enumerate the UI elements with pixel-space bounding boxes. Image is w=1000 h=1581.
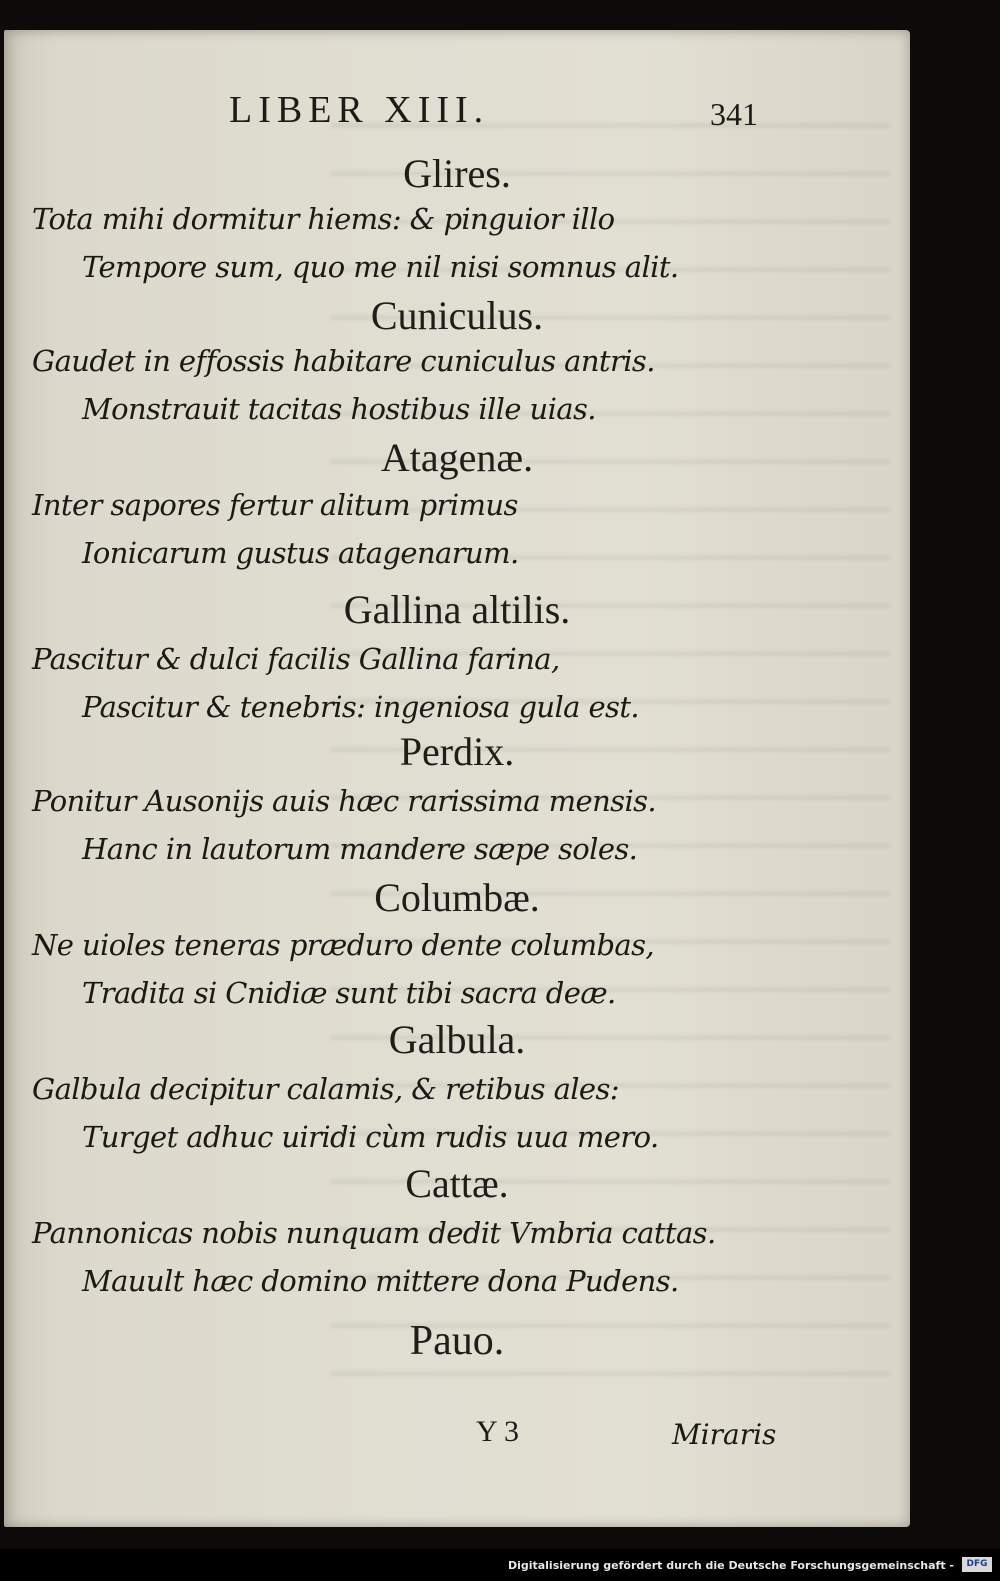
verse-line: Mauult hæc domino mittere dona Pudens. xyxy=(82,1264,679,1298)
verse-line: Tradita si Cnidiæ sunt tibi sacra deæ. xyxy=(82,976,616,1010)
section-heading: Galbula. xyxy=(388,1017,526,1062)
section-heading: Atagenæ. xyxy=(380,435,534,480)
funding-notice: Digitalisierung gefördert durch die Deutsche Forschungsgemeinschaft - xyxy=(507,1559,954,1572)
verse-line: Ponitur Ausonijs auis hæc rarissima mensis. xyxy=(32,784,657,818)
section-heading: Glires. xyxy=(403,151,511,196)
verse-line: Pascitur & tenebris: ingeniosa gula est. xyxy=(82,690,639,724)
verse-line: Tota mihi dormitur hiems: & pinguior illo xyxy=(32,202,615,236)
verse-line: Ne uioles teneras præduro dente columbas, xyxy=(32,928,655,962)
verse-line: Tempore sum, quo me nil nisi somnus alit. xyxy=(82,250,679,284)
verse-line: Hanc in lautorum mandere sæpe soles. xyxy=(82,832,638,866)
verse-line: Pannonicas nobis nunquam dedit Vmbria cattas. xyxy=(32,1216,716,1250)
section-heading: Gallina altilis. xyxy=(343,587,571,632)
catchword: Miraris xyxy=(672,1418,777,1451)
verse-line: Monstrauit tacitas hostibus ille uias. xyxy=(82,392,596,426)
section-heading: Columbæ. xyxy=(374,875,540,920)
running-head: LIBER XIII. xyxy=(229,89,490,131)
verse-line: Inter sapores fertur alitum primus xyxy=(32,488,518,522)
verse-line: Ionicarum gustus atagenarum. xyxy=(82,536,519,570)
section-heading: Cattæ. xyxy=(405,1161,509,1206)
verse-line: Turget adhuc uiridi cùm rudis uua mero. xyxy=(82,1120,659,1154)
verse-line: Gaudet in effossis habitare cuniculus antris. xyxy=(32,344,655,378)
page-number: 341 xyxy=(710,96,758,132)
section-heading: Cuniculus. xyxy=(370,293,544,338)
dfg-logo-icon: DFG xyxy=(962,1557,992,1572)
verse-line: Galbula decipitur calamis, & retibus ales: xyxy=(32,1072,619,1106)
section-heading: Perdix. xyxy=(399,729,515,774)
verse-line: Pascitur & dulci facilis Gallina farina, xyxy=(32,642,560,676)
section-heading: Pauo. xyxy=(409,1318,505,1364)
signature-mark: Y 3 xyxy=(476,1415,520,1448)
digitization-footer xyxy=(0,1549,1000,1581)
book-page xyxy=(4,30,910,1527)
